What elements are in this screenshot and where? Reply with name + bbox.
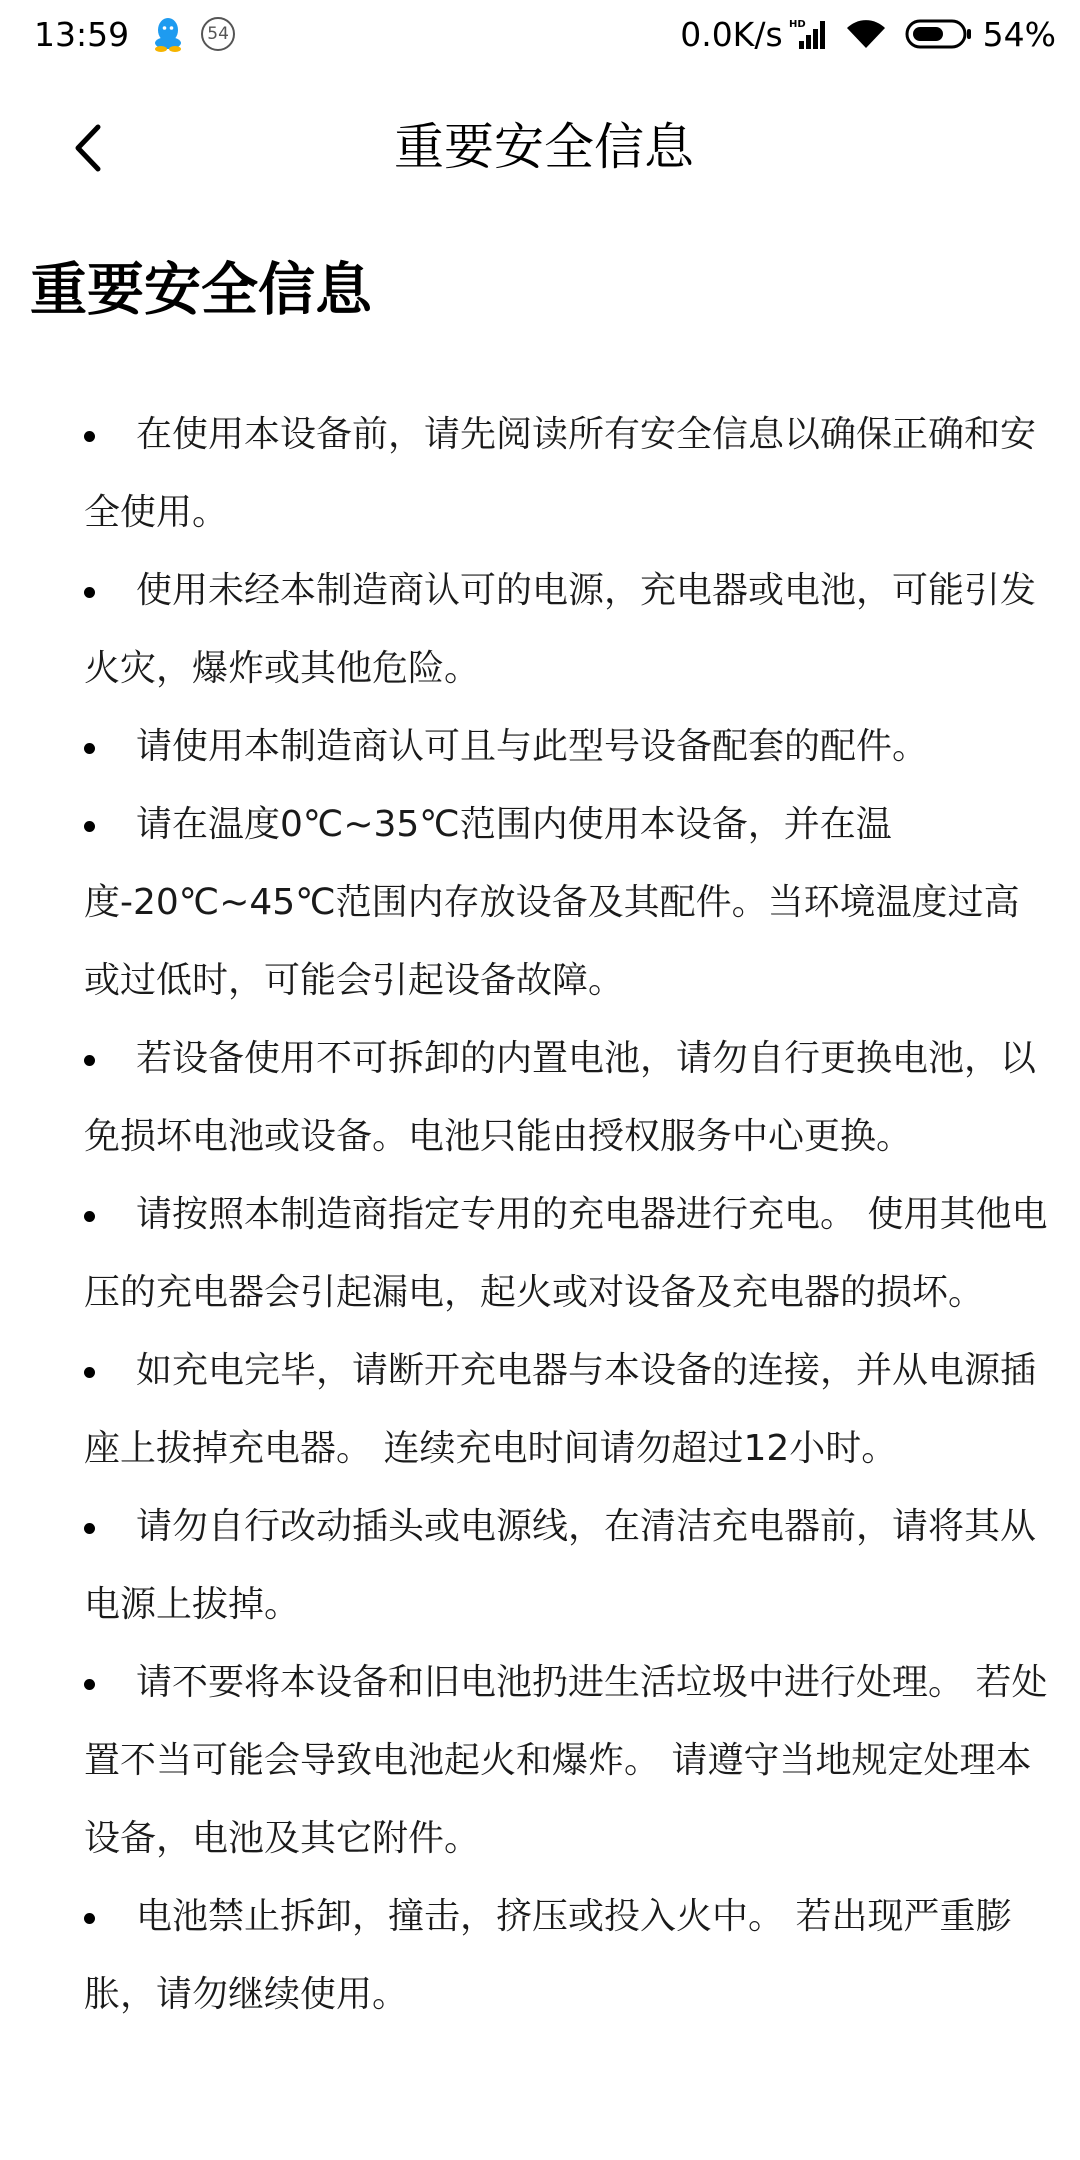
bullet-icon	[84, 1523, 95, 1534]
list-item	[84, 1644, 1054, 1878]
notification-badge: 54	[201, 17, 235, 51]
list-item	[84, 1020, 1054, 1176]
network-speed: 0.0K/s	[680, 14, 783, 54]
page-heading: 重要安全信息	[30, 257, 372, 323]
bullet-icon	[84, 587, 95, 598]
bullet-icon	[84, 1367, 95, 1378]
list-item-text: 请不要将本设备和旧电池扔进生活垃圾中进行处理。 若处置不当可能会导致电池起火和爆炸。 请遵守当地规定处理本设备，电池及其它附件。	[84, 1662, 1048, 1859]
list-item	[84, 786, 1054, 1020]
list-item-text: 电池禁止拆卸，撞击，挤压或投入火中。 若出现严重膨胀，请勿继续使用。	[84, 1896, 1012, 2015]
list-item-text: 请在温度0℃~35℃范围内使用本设备，并在温度-20℃~45℃范围内存放设备及其配件。当环境温度过高或过低时，可能会引起设备故障。	[84, 804, 1020, 1001]
list-item-text: 请使用本制造商认可且与此型号设备配套的配件。	[136, 726, 929, 767]
list-item	[84, 1332, 1054, 1488]
bullet-icon	[84, 1679, 95, 1690]
bullet-icon	[84, 431, 95, 442]
qq-icon	[151, 16, 185, 52]
list-item	[84, 708, 1054, 786]
bullet-icon	[84, 743, 95, 754]
status-left	[34, 15, 235, 54]
battery-percent: 54%	[982, 14, 1056, 54]
bullet-icon	[84, 1913, 95, 1924]
battery-icon	[905, 18, 973, 50]
list-item	[84, 1878, 1054, 2034]
content-area[interactable]	[0, 228, 1080, 2160]
list-item-text: 请按照本制造商指定专用的充电器进行充电。 使用其他电压的充电器会引起漏电，起火或对设备及充电器的损坏。	[84, 1194, 1048, 1313]
wifi-icon	[845, 18, 887, 50]
bullet-icon	[84, 1055, 95, 1066]
status-bar	[0, 0, 1080, 68]
list-item-text: 如充电完毕，请断开充电器与本设备的连接，并从电源插座上拔掉充电器。 连续充电时间请勿超过12小时。	[84, 1350, 1037, 1469]
bullet-icon	[84, 821, 95, 832]
signal-icon	[789, 17, 829, 51]
header-title: 重要安全信息	[394, 118, 694, 176]
status-time: 13:59	[34, 14, 130, 54]
status-right	[680, 15, 1056, 54]
header-bar	[0, 68, 1080, 228]
list-item-text: 使用未经本制造商认可的电源，充电器或电池，可能引发火灾，爆炸或其他危险。	[84, 570, 1037, 689]
list-item-text: 若设备使用不可拆卸的内置电池，请勿自行更换电池，以免损坏电池或设备。电池只能由授权服务中心更换。	[84, 1038, 1037, 1157]
list-item	[84, 1176, 1054, 1332]
bullet-icon	[84, 1211, 95, 1222]
list-item	[84, 552, 1054, 708]
list-item-text: 请勿自行改动插头或电源线，在清洁充电器前，请将其从电源上拔掉。	[84, 1506, 1037, 1625]
list-item	[84, 396, 1054, 552]
list-item	[84, 1488, 1054, 1644]
list-item-text: 在使用本设备前，请先阅读所有安全信息以确保正确和安全使用。	[84, 414, 1037, 533]
svg-text:HD: HD	[788, 19, 806, 30]
safety-notice-list	[84, 396, 1054, 2034]
